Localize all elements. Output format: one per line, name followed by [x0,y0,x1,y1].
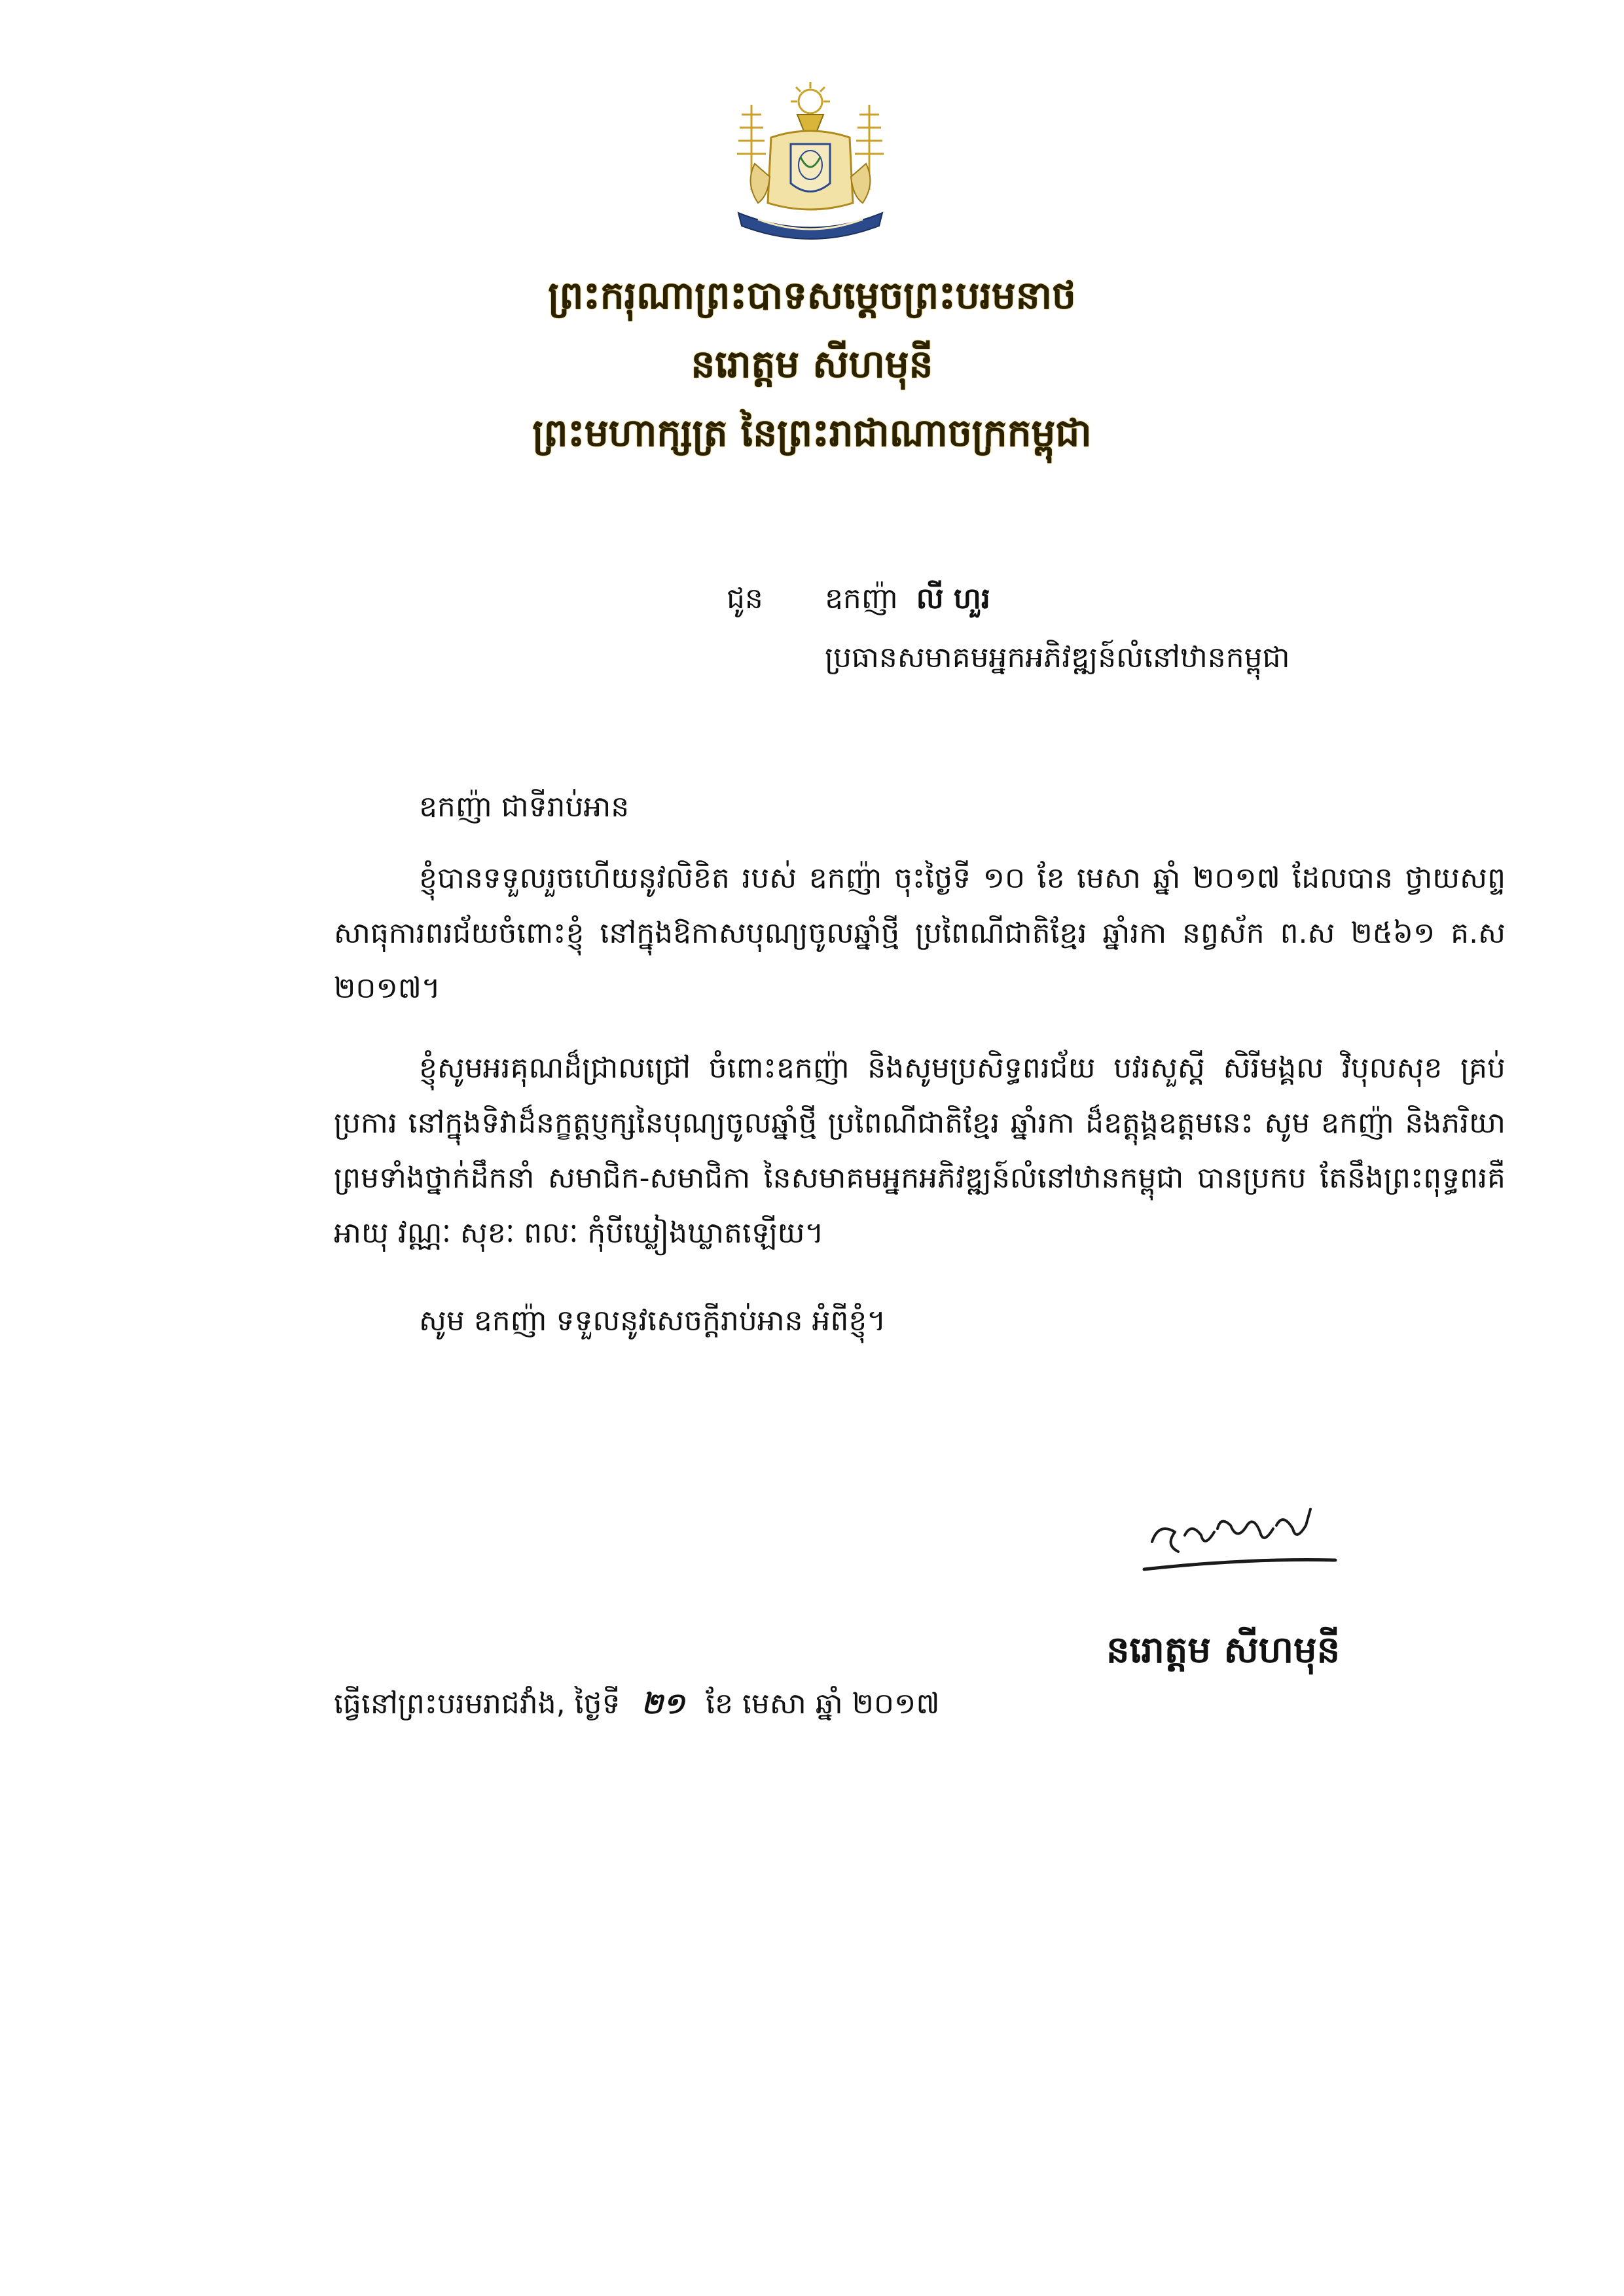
dateline-prefix: ធ្វើនៅព្រះបរមរាជវាំង, ថ្ងៃទី [334,1687,621,1721]
recipient-name: លី ហួរ [916,582,990,615]
header-title-line2: នរោត្តម សីហមុនី [691,342,933,386]
header-title-line3: ព្រះមហាក្សត្រ នៃព្រះរាជាណាចក្រកម្ពុជា [532,410,1092,455]
handwritten-signature [1139,1496,1348,1581]
recipient-position: ប្រធានសមាគមអ្នកអភិវឌ្ឍន៍លំនៅឋានកម្ពុជា [825,641,1290,674]
body-paragraph-1: ខ្ញុំបានទទួលរួចហើយនូវលិខិត របស់ ឧកញ៉ា ចុះថ្ងៃទី ១០ ខែ មេសា ឆ្នាំ ២០១៧ ដែលបាន ថ្វាយសព្ទសាធុការពរជ័យចំពោះខ្ញុំ នៅក្នុងឱកាសបុណ្យចូលឆ្នាំថ្មី ប្រពៃណីជាតិខ្មែរ ឆ្នាំរកា នព្វស័ក ព.ស ២៥៦១ គ.ស ២០១៧។ [334,862,1506,1005]
header-title-line1: ព្រះករុណាព្រះបាទសម្តេចព្រះបរមនាថ [548,273,1076,318]
dateline [334,1686,939,1728]
dateline-day: ២១ [641,1687,685,1721]
dateline-rest: ខែ មេសា ឆ្នាំ ២០១៧ [706,1687,940,1721]
emblem-crown [791,82,830,113]
recipient-title: ឧកញ៉ា [825,582,898,615]
salutation: ឧកញ៉ា ជាទីរាប់អាន [419,790,630,824]
royal-coat-of-arms-emblem [719,79,902,252]
recipient-name-row [727,570,1290,629]
recipient-to-label: ជូន [727,582,763,615]
recipient-block [727,570,1290,687]
closing-line: សូម ឧកញ៉ា ទទួលនូវសេចក្តីរាប់អាន អំពីខ្ញុំ។ [419,1304,886,1338]
body-paragraph-2: ខ្ញុំសូមអរគុណដ៏ជ្រាលជ្រៅ ចំពោះឧកញ៉ា និងសូមប្រសិទ្ធពរជ័យ បវរសួស្តី សិរីមង្គល វិបុលសុខ គ្រប់ប្រការ នៅក្នុងទិវាដ៏នក្ខត្តប្ញក្សនៃបុណ្យចូលឆ្នាំថ្មី ប្រពៃណីជាតិខ្មែរ ឆ្នាំរកា ដ៏ឧត្តុង្គឧត្តមនេះ សូម ឧកញ៉ា និងភរិយា ព្រមទាំងថ្នាក់ដឹកនាំ សមាជិក-សមាជិកា នៃសមាគមអ្នកអភិវឌ្ឍន៍លំនៅឋានកម្ពុជា បានប្រកប តែនឹងព្រះពុទ្ធពរគឺ អាយុ វណ្ណៈ សុខៈ ពលៈ កុំបីឃ្លៀងឃ្លាតឡើយ។ [334,1051,1506,1250]
signer-name: នរោត្តម សីហមុនី [1106,1629,1341,1671]
